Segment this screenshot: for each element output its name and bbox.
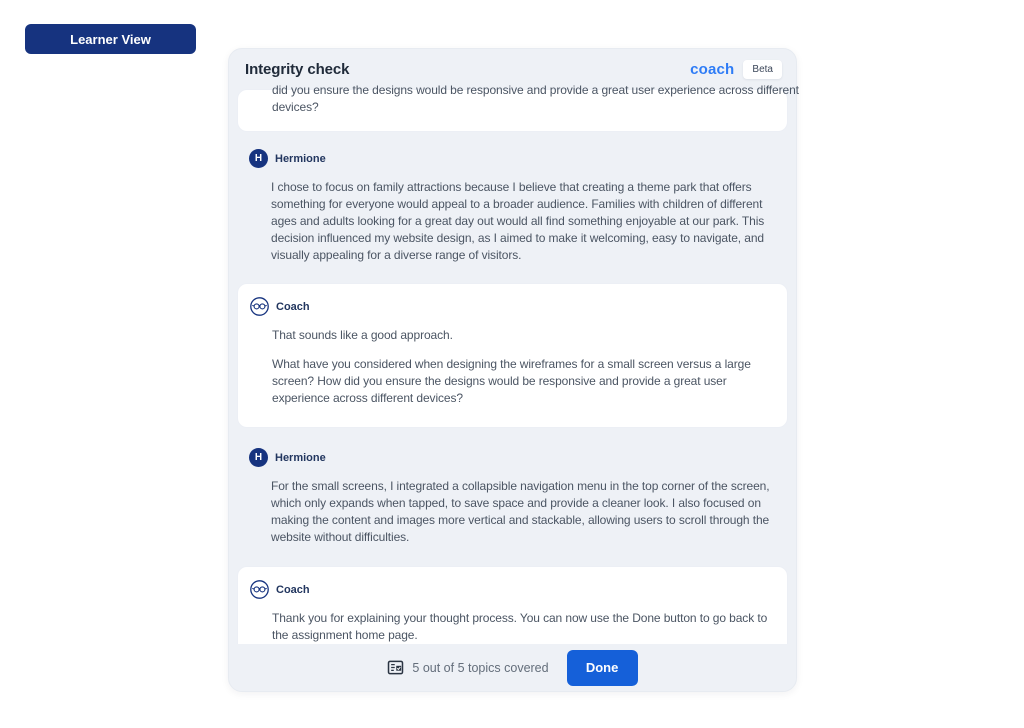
message-paragraph: That sounds like a good approach. <box>272 328 453 342</box>
beta-badge: Beta <box>743 60 782 79</box>
message-author: Hermione <box>275 152 326 165</box>
hermione-avatar: H <box>249 448 268 467</box>
chat-message-hermione-2 <box>237 428 788 566</box>
message-paragraph: For the small screens, I integrated a collapsible navigation menu in the top corner of the screen, which only expands when tapped, to save space and provide a cleaner look. I also focused on making the content and images more vertical and stackable, allowing users to scroll through the website without difficulties. <box>271 479 770 544</box>
message-author: Coach <box>276 300 310 313</box>
chat-message-hermione-1 <box>237 141 788 283</box>
hermione-avatar: H <box>249 149 268 168</box>
message-paragraph: I chose to focus on family attractions because I believe that creating a theme park that offers something for everyone would appeal to a broader audience. Families with children of different ages and adults looking for a great day out would all find something enjoyable at our park. This decision influenced my website design, as I aimed to make it welcoming, easy to navigate, and visually appealing for a diverse range of visitors. <box>271 180 765 262</box>
message-author: Coach <box>276 583 310 596</box>
coach-glasses-icon <box>250 580 269 599</box>
checklist-icon <box>387 659 404 676</box>
chat-scroll-area[interactable] <box>229 83 799 661</box>
chat-message-coach-clipped <box>237 83 799 132</box>
message-author: Hermione <box>275 451 326 464</box>
coach-wordmark: coach <box>690 60 735 78</box>
panel-title: Integrity check <box>245 60 350 78</box>
coach-glasses-icon <box>250 297 269 316</box>
learner-view-button[interactable]: Learner View <box>25 24 196 54</box>
panel-footer <box>229 644 796 691</box>
coach-brand <box>690 60 782 79</box>
coach-avatar <box>250 297 269 316</box>
clipped-text-line: did you ensure the designs would be responsive and provide a great user experience across different <box>272 83 799 97</box>
topics-covered-status <box>387 659 548 676</box>
message-paragraph: What have you considered when designing the wireframes for a small screen versus a large screen? How did you ensure the designs would be responsive and provide a great user experience across different devices? <box>272 357 751 405</box>
integrity-check-panel <box>228 48 797 692</box>
done-button[interactable]: Done <box>567 650 638 686</box>
message-paragraph: Thank you for explaining your thought process. You can now use the Done button to go back to the assignment home page. <box>272 611 768 642</box>
message-paragraph: devices? <box>272 100 319 114</box>
chat-message-coach-1 <box>237 283 788 428</box>
topics-covered-label: 5 out of 5 topics covered <box>412 660 549 675</box>
coach-avatar <box>250 580 269 599</box>
